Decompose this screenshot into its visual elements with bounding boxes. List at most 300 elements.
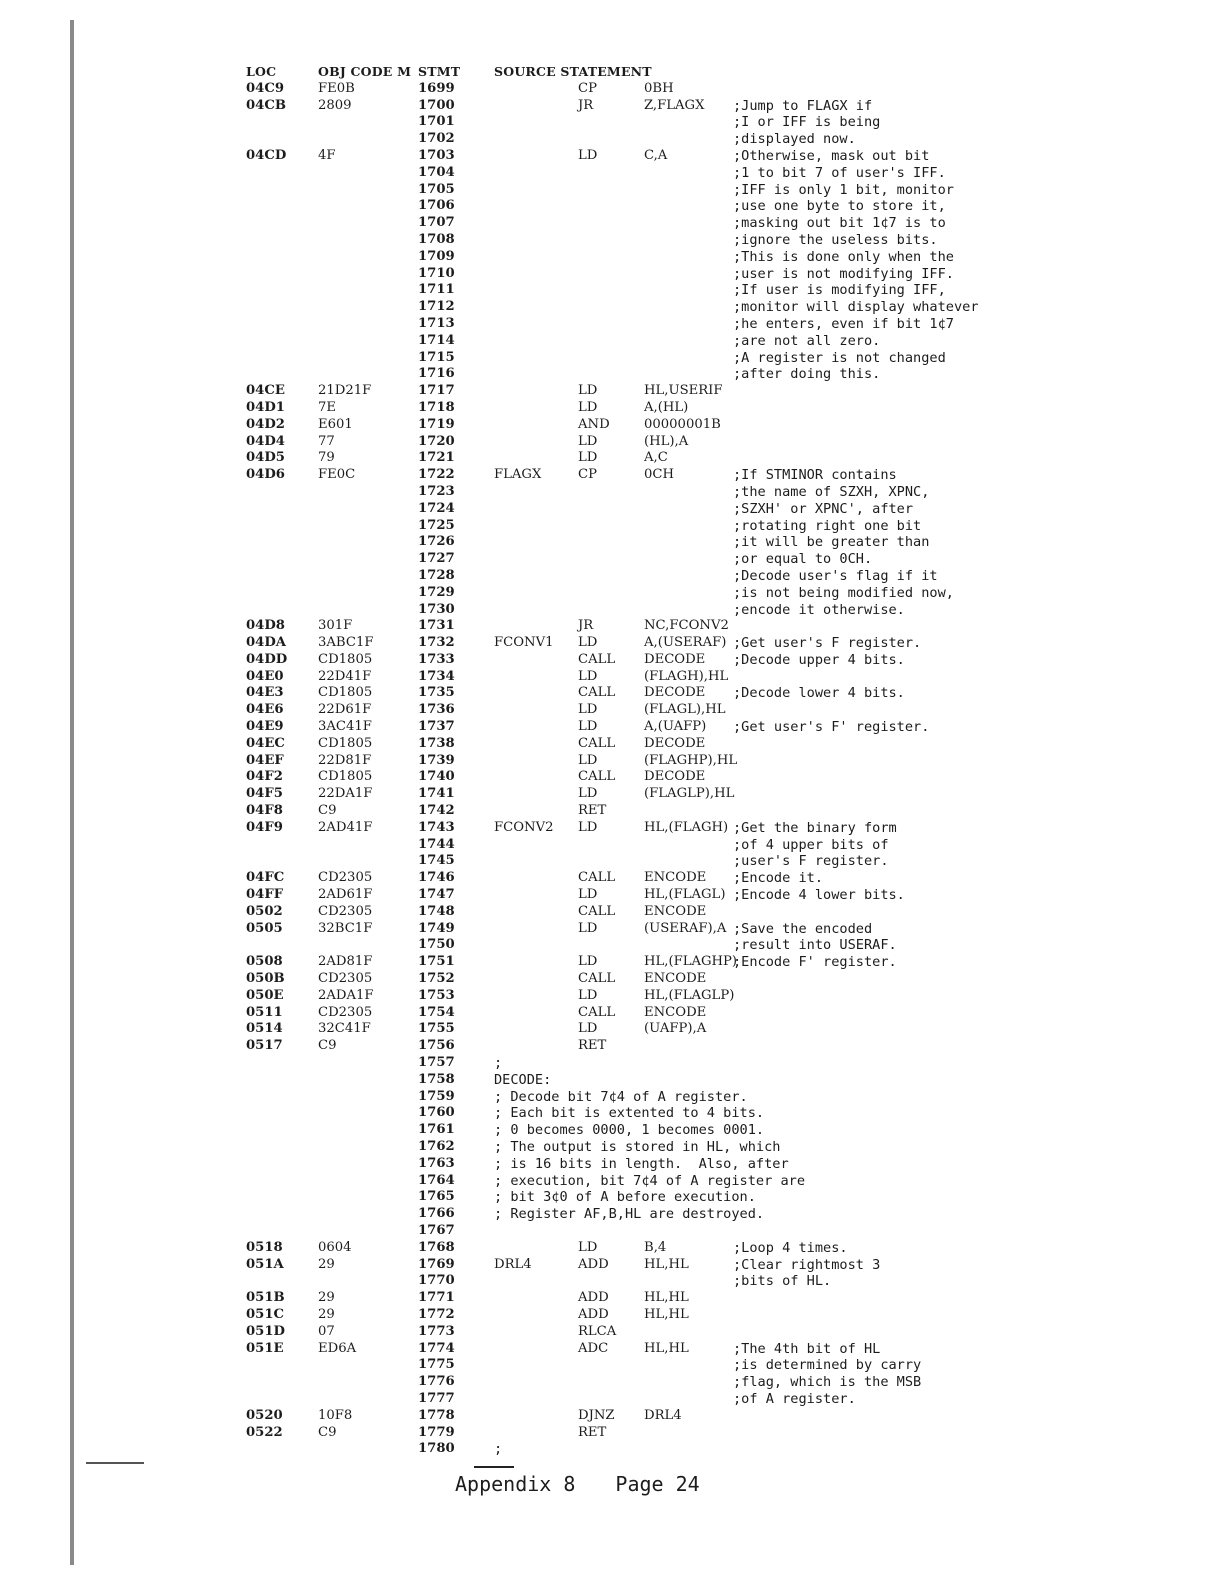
- label-cell: FLAGX: [494, 467, 542, 483]
- obj-code-cell: 22D41F: [318, 668, 372, 684]
- label-cell: FCONV2: [494, 819, 554, 835]
- operand-cell: HL,(FLAGHP): [644, 954, 738, 970]
- opcode-cell: CP: [578, 80, 597, 96]
- stmt-number: 1771: [418, 1290, 455, 1306]
- stmt-number: 1748: [418, 903, 455, 919]
- obj-code-cell: 79: [318, 450, 335, 466]
- loc-cell: 04FF: [246, 887, 284, 903]
- stmt-number: 1709: [418, 248, 455, 264]
- obj-code-cell: C9: [318, 803, 337, 819]
- comment-cell: ;Get the binary form: [733, 819, 897, 836]
- comment-cell: ;use one byte to store it,: [733, 198, 946, 215]
- stmt-number: 1703: [418, 147, 455, 163]
- stmt-number: 1729: [418, 584, 455, 600]
- listing-row: [246, 416, 721, 434]
- listing-row: [246, 1038, 607, 1055]
- opcode-cell: DJNZ: [578, 1407, 615, 1423]
- opcode-cell: CP: [578, 467, 597, 483]
- comment-cell: ;Get user's F' register.: [733, 719, 930, 736]
- loc-cell: 04D8: [246, 618, 285, 634]
- operand-cell: HL,HL: [644, 1256, 689, 1272]
- listing-row: [246, 1273, 832, 1290]
- listing-row: [246, 349, 946, 367]
- appendix-label: Appendix 8: [455, 1472, 576, 1496]
- operand-cell: HL,(FLAGH): [644, 819, 729, 835]
- loc-cell: 050E: [246, 987, 284, 1003]
- listing-row: [246, 971, 707, 988]
- operand-cell: (FLAGHP),HL: [644, 752, 738, 768]
- stmt-number: 1751: [418, 954, 455, 970]
- listing-row: [246, 231, 938, 249]
- stmt-number: 1777: [418, 1390, 455, 1406]
- obj-code-cell: 22D81F: [318, 752, 372, 768]
- listing-row: [246, 1340, 881, 1358]
- loc-cell: 04F5: [246, 786, 283, 802]
- obj-code-cell: 7E: [318, 399, 337, 415]
- obj-code-cell: CD1805: [318, 685, 373, 701]
- stmt-number: 1737: [418, 719, 455, 735]
- loc-cell: 051A: [246, 1256, 284, 1272]
- opcode-cell: LD: [578, 399, 598, 415]
- stmt-number: 1769: [418, 1256, 455, 1272]
- loc-cell: 0505: [246, 920, 283, 936]
- loc-cell: 04CD: [246, 147, 287, 163]
- stmt-number: 1755: [418, 1021, 455, 1037]
- loc-cell: 04DA: [246, 635, 287, 651]
- obj-code-cell: 4F: [318, 147, 336, 163]
- obj-code-cell: CD1805: [318, 651, 373, 667]
- source-text: ; bit 3¢0 of A before execution.: [494, 1189, 756, 1206]
- operand-cell: A,(UAFP): [644, 719, 707, 735]
- listing-row: [246, 887, 905, 904]
- stmt-number: 1734: [418, 668, 455, 684]
- source-text: ; is 16 bits in length. Also, after: [494, 1155, 789, 1172]
- comment-cell: ;Decode lower 4 bits.: [733, 685, 905, 702]
- comment-cell: ;displayed now.: [733, 131, 856, 148]
- loc-cell: 0511: [246, 1004, 283, 1020]
- listing-row: [246, 399, 689, 417]
- source-text: DECODE:: [494, 1071, 552, 1088]
- listing-row: [246, 450, 668, 467]
- stmt-number: 1778: [418, 1407, 455, 1423]
- stmt-number: 1745: [418, 853, 455, 869]
- binding-edge-rule: [70, 20, 74, 1565]
- obj-code-cell: 77: [318, 433, 335, 449]
- stmt-number: 1735: [418, 685, 455, 701]
- stmt-number: 1776: [418, 1374, 455, 1390]
- label-cell: FCONV1: [494, 635, 554, 651]
- obj-code-cell: 2AD61F: [318, 887, 373, 903]
- listing-row: [246, 1306, 689, 1324]
- operand-cell: HL,HL: [644, 1340, 689, 1356]
- opcode-cell: LD: [578, 702, 598, 718]
- listing-row: [246, 265, 954, 283]
- comment-cell: ;Encode F' register.: [733, 954, 897, 971]
- opcode-cell: CALL: [578, 735, 616, 751]
- stmt-number: 1736: [418, 702, 455, 718]
- opcode-cell: ADD: [578, 1256, 609, 1272]
- comment-cell: ;The 4th bit of HL: [733, 1340, 881, 1357]
- obj-code-cell: 21D21F: [318, 383, 372, 399]
- stmt-number: 1743: [418, 819, 455, 835]
- obj-code-cell: 32BC1F: [318, 920, 373, 936]
- opcode-cell: LD: [578, 635, 598, 651]
- stmt-number: 1739: [418, 752, 455, 768]
- opcode-cell: CALL: [578, 769, 616, 785]
- loc-cell: 04D6: [246, 467, 285, 483]
- stmt-number: 1699: [418, 80, 455, 96]
- stmt-number: 1749: [418, 920, 455, 936]
- operand-cell: 0CH: [644, 467, 674, 483]
- operand-cell: 0BH: [644, 80, 674, 96]
- stmt-number: 1770: [418, 1273, 455, 1289]
- comment-cell: ;Clear rightmost 3: [733, 1256, 881, 1273]
- operand-cell: DECODE: [644, 685, 706, 701]
- stmt-number: 1711: [418, 282, 455, 298]
- comment-cell: ;SZXH' or XPNC', after: [733, 500, 914, 517]
- stmt-number: 1701: [418, 114, 455, 130]
- source-text: ; Decode bit 7¢4 of A register.: [494, 1088, 748, 1105]
- comment-cell: ;A register is not changed: [733, 349, 946, 366]
- operand-cell: (FLAGL),HL: [644, 702, 726, 718]
- listing-row: [246, 1407, 682, 1425]
- listing-row: [246, 685, 905, 702]
- comment-cell: ;user is not modifying IFF.: [733, 265, 954, 282]
- loc-cell: 04DD: [246, 651, 288, 667]
- operand-cell: A,(HL): [644, 399, 689, 415]
- stmt-number: 1756: [418, 1038, 455, 1054]
- opcode-cell: LD: [578, 147, 598, 163]
- operand-cell: ENCODE: [644, 1004, 707, 1020]
- opcode-cell: CALL: [578, 1004, 616, 1020]
- listing-row: [246, 500, 914, 518]
- obj-code-cell: 29: [318, 1306, 335, 1322]
- comment-cell: ;Otherwise, mask out bit: [733, 147, 930, 164]
- comment-cell: ;user's F register.: [733, 853, 889, 870]
- operand-cell: ENCODE: [644, 870, 707, 886]
- loc-cell: 04E6: [246, 702, 284, 718]
- opcode-cell: LD: [578, 752, 598, 768]
- listing-row: [246, 903, 707, 921]
- comment-cell: ;Encode it.: [733, 870, 824, 887]
- loc-cell: 0508: [246, 954, 283, 970]
- listing-row: [246, 954, 897, 971]
- comment-cell: ;rotating right one bit: [733, 517, 922, 534]
- loc-cell: 051E: [246, 1340, 284, 1356]
- stmt-number: 1726: [418, 534, 455, 550]
- stmt-number: 1746: [418, 870, 455, 886]
- obj-code-cell: CD2305: [318, 971, 373, 987]
- stmt-number: 1708: [418, 231, 455, 247]
- stmt-number: 1779: [418, 1424, 455, 1440]
- listing-row: [246, 618, 729, 635]
- obj-code-cell: ED6A: [318, 1340, 357, 1356]
- obj-code-cell: CD2305: [318, 1004, 373, 1020]
- listing-row: [246, 752, 738, 770]
- source-text: ; execution, bit 7¢4 of A register are: [494, 1172, 805, 1189]
- loc-cell: 051B: [246, 1290, 285, 1306]
- opcode-cell: LD: [578, 383, 598, 399]
- listing-row: [246, 719, 930, 736]
- listing-row: [246, 1374, 922, 1391]
- stmt-number: 1775: [418, 1357, 455, 1373]
- obj-code-cell: 2AD81F: [318, 954, 373, 970]
- stmt-number: 1722: [418, 467, 455, 483]
- listing-row: [246, 1222, 455, 1240]
- comment-cell: ;he enters, even if bit 1¢7: [733, 315, 954, 332]
- source-text: ;: [494, 1055, 503, 1072]
- opcode-cell: LD: [578, 819, 598, 835]
- operand-cell: ENCODE: [644, 971, 707, 987]
- comment-cell: ;of A register.: [733, 1390, 856, 1407]
- listing-row: [246, 114, 881, 131]
- opcode-cell: LD: [578, 668, 598, 684]
- opcode-cell: JR: [578, 618, 594, 634]
- listing-row: [246, 383, 723, 400]
- stmt-number: 1768: [418, 1239, 455, 1255]
- obj-code-cell: E601: [318, 416, 353, 432]
- stmt-number: 1712: [418, 299, 455, 315]
- comment-cell: ;Jump to FLAGX if: [733, 97, 873, 114]
- obj-code-cell: 301F: [318, 618, 353, 634]
- loc-cell: 051D: [246, 1323, 285, 1339]
- obj-code-cell: 2809: [318, 97, 352, 113]
- opcode-cell: RET: [578, 1424, 607, 1440]
- operand-cell: C,A: [644, 147, 668, 163]
- listing-row: [246, 735, 706, 753]
- listing-row: [246, 920, 873, 938]
- listing-row: [246, 181, 954, 199]
- comment-cell: ;it will be greater than: [733, 534, 930, 551]
- opcode-cell: LD: [578, 450, 598, 466]
- stmt-number: 1740: [418, 769, 455, 785]
- listing-row: [246, 1021, 707, 1038]
- stmt-number: 1766: [418, 1206, 455, 1222]
- loc-cell: 0520: [246, 1407, 283, 1423]
- loc-cell: 04D5: [246, 450, 285, 466]
- obj-code-cell: FE0B: [318, 80, 355, 96]
- listing-row: [246, 870, 824, 887]
- listing-row: [246, 517, 922, 535]
- loc-cell: 04E0: [246, 668, 284, 684]
- operand-cell: DECODE: [644, 735, 706, 751]
- opcode-cell: LD: [578, 954, 598, 970]
- end-underline: [474, 1466, 514, 1468]
- listing-row: [246, 433, 689, 451]
- loc-cell: 0502: [246, 903, 283, 919]
- listing-row: [246, 131, 856, 148]
- opcode-cell: RET: [578, 1038, 607, 1054]
- stmt-number: 1715: [418, 349, 455, 365]
- listing-row: [246, 1256, 881, 1274]
- stmt-number: 1744: [418, 836, 455, 852]
- assembly-listing: [246, 64, 979, 1458]
- listing-row: [246, 635, 922, 652]
- stmt-number: 1725: [418, 517, 455, 533]
- stmt-number: 1767: [418, 1222, 455, 1238]
- operand-cell: A,(USERAF): [644, 635, 727, 651]
- listing-row: [246, 1105, 765, 1122]
- opcode-cell: JR: [578, 97, 594, 113]
- stmt-number: 1747: [418, 887, 455, 903]
- loc-cell: 04D1: [246, 399, 285, 415]
- label-cell: DRL4: [494, 1256, 532, 1272]
- stmt-number: 1758: [418, 1071, 455, 1087]
- opcode-cell: ADC: [578, 1340, 609, 1356]
- listing-row: [246, 315, 954, 333]
- obj-code-cell: CD1805: [318, 735, 373, 751]
- listing-row: [246, 299, 979, 316]
- listing-row: [246, 702, 726, 719]
- stmt-number: 1780: [418, 1441, 455, 1457]
- stmt-number: 1750: [418, 937, 455, 953]
- stmt-number: 1713: [418, 315, 455, 331]
- opcode-cell: LD: [578, 1021, 598, 1037]
- opcode-cell: RET: [578, 803, 607, 819]
- operand-cell: NC,FCONV2: [644, 618, 729, 634]
- operand-cell: B,4: [644, 1239, 667, 1255]
- operand-cell: 00000001B: [644, 416, 721, 432]
- stmt-number: 1764: [418, 1172, 455, 1188]
- source-text: ;: [494, 1441, 503, 1458]
- listing-row: [246, 584, 954, 602]
- operand-cell: DRL4: [644, 1407, 682, 1423]
- header-obj-code: OBJ CODE M: [318, 64, 412, 79]
- listing-row: [246, 1071, 552, 1089]
- loc-cell: 04D4: [246, 433, 285, 449]
- listing-row: [246, 1055, 503, 1072]
- operand-cell: HL,USERIF: [644, 383, 723, 399]
- stmt-number: 1702: [418, 131, 455, 147]
- opcode-cell: CALL: [578, 903, 616, 919]
- opcode-cell: LD: [578, 987, 598, 1003]
- obj-code-cell: 22D61F: [318, 702, 372, 718]
- stmt-number: 1731: [418, 618, 455, 634]
- listing-row: [246, 282, 946, 299]
- obj-code-cell: 0604: [318, 1239, 352, 1255]
- listing-row: [246, 534, 930, 551]
- stmt-number: 1730: [418, 601, 455, 617]
- header-stmt: STMT: [418, 64, 461, 79]
- stmt-number: 1705: [418, 181, 455, 197]
- comment-cell: ;of 4 upper bits of: [733, 836, 889, 853]
- loc-cell: 04EC: [246, 735, 285, 751]
- loc-cell: 04EF: [246, 752, 284, 768]
- listing-row: [246, 147, 930, 165]
- stmt-number: 1716: [418, 366, 455, 382]
- source-text: ; 0 becomes 0000, 1 becomes 0001.: [494, 1122, 765, 1139]
- obj-code-cell: 32C41F: [318, 1021, 371, 1037]
- loc-cell: 04CB: [246, 97, 286, 113]
- loc-cell: 04FC: [246, 870, 285, 886]
- obj-code-cell: 22DA1F: [318, 786, 373, 802]
- stmt-number: 1720: [418, 433, 455, 449]
- loc-cell: 0518: [246, 1239, 283, 1255]
- comment-cell: ;flag, which is the MSB: [733, 1374, 922, 1391]
- listing-row: [246, 551, 873, 568]
- operand-cell: (UAFP),A: [644, 1021, 707, 1037]
- loc-cell: 0514: [246, 1021, 283, 1037]
- stmt-number: 1707: [418, 215, 455, 231]
- obj-code-cell: C9: [318, 1038, 337, 1054]
- comment-cell: ;Decode upper 4 bits.: [733, 651, 905, 668]
- obj-code-cell: 2ADA1F: [318, 987, 374, 1003]
- listing-row: [246, 786, 735, 803]
- loc-cell: 0522: [246, 1424, 283, 1440]
- stmt-number: 1723: [418, 483, 455, 499]
- listing-header: [246, 64, 652, 81]
- listing-row: [246, 836, 889, 854]
- listing-row: [246, 1206, 765, 1223]
- loc-cell: 04F9: [246, 819, 283, 835]
- stmt-number: 1765: [418, 1189, 455, 1205]
- loc-cell: 04F8: [246, 803, 283, 819]
- comment-cell: ;the name of SZXH, XPNC,: [733, 483, 930, 500]
- comment-cell: ;This is done only when the: [733, 248, 954, 265]
- obj-code-cell: 2AD41F: [318, 819, 373, 835]
- stmt-number: 1706: [418, 198, 455, 214]
- listing-row: [246, 1239, 848, 1257]
- comment-cell: ;I or IFF is being: [733, 114, 881, 131]
- listing-row: [246, 1424, 607, 1442]
- comment-cell: ;monitor will display whatever: [733, 299, 979, 316]
- opcode-cell: LD: [578, 920, 598, 936]
- obj-code-cell: CD1805: [318, 769, 373, 785]
- loc-cell: 04F2: [246, 769, 283, 785]
- comment-cell: ;Decode user's flag if it: [733, 567, 938, 584]
- stmt-number: 1732: [418, 635, 455, 651]
- listing-row: [246, 1189, 756, 1206]
- opcode-cell: CALL: [578, 971, 616, 987]
- listing-row: [246, 769, 706, 786]
- listing-row: [246, 1290, 689, 1307]
- obj-code-cell: C9: [318, 1424, 337, 1440]
- stmt-number: 1759: [418, 1088, 455, 1104]
- listing-row: [246, 668, 729, 686]
- listing-row: [246, 651, 905, 669]
- listing-row: [246, 215, 946, 232]
- listing-row: [246, 567, 938, 585]
- comment-cell: ;are not all zero.: [733, 332, 881, 349]
- stmt-number: 1773: [418, 1323, 455, 1339]
- obj-code-cell: FE0C: [318, 467, 356, 483]
- stmt-number: 1757: [418, 1055, 455, 1071]
- stmt-number: 1752: [418, 971, 455, 987]
- stmt-number: 1761: [418, 1122, 455, 1138]
- loc-cell: 04D2: [246, 416, 285, 432]
- listing-row: [246, 803, 607, 820]
- obj-code-cell: 3AC41F: [318, 719, 372, 735]
- comment-cell: ;1 to bit 7 of user's IFF.: [733, 164, 946, 181]
- opcode-cell: LD: [578, 786, 598, 802]
- stmt-number: 1733: [418, 651, 455, 667]
- operand-cell: DECODE: [644, 769, 706, 785]
- listing-row: [246, 853, 889, 870]
- stmt-number: 1717: [418, 383, 455, 399]
- loc-cell: 04E3: [246, 685, 284, 701]
- listing-row: [246, 1004, 707, 1022]
- stmt-number: 1714: [418, 332, 455, 348]
- stmt-number: 1727: [418, 551, 455, 567]
- opcode-cell: AND: [578, 416, 610, 432]
- obj-code-cell: CD2305: [318, 903, 373, 919]
- stmt-number: 1741: [418, 786, 455, 802]
- comment-cell: ;Get user's F register.: [733, 635, 922, 652]
- comment-cell: ;Loop 4 times.: [733, 1239, 848, 1256]
- stmt-number: 1710: [418, 265, 455, 281]
- operand-cell: (USERAF),A: [644, 920, 727, 936]
- obj-code-cell: 07: [318, 1323, 335, 1339]
